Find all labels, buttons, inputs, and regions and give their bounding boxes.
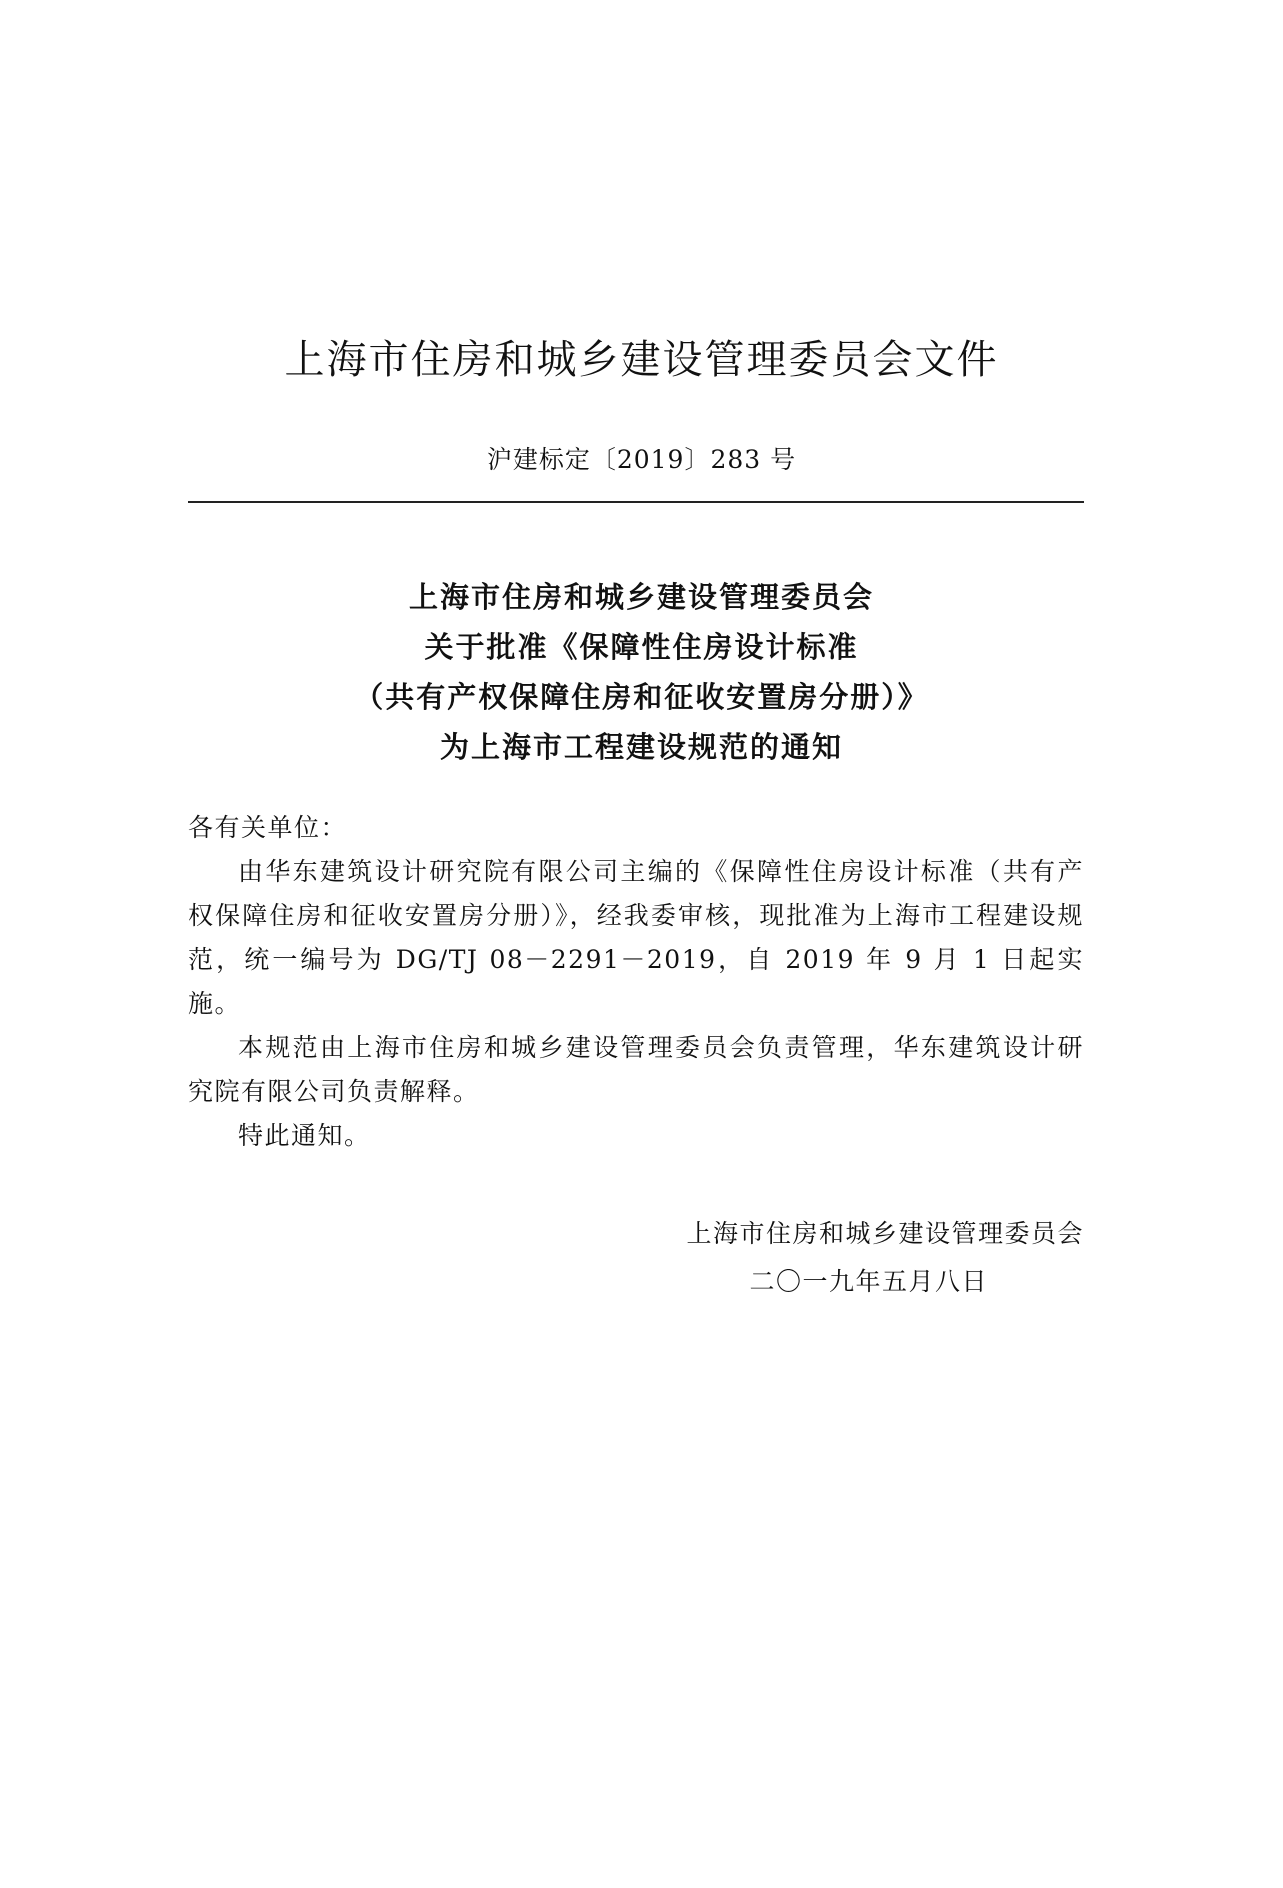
title-line: 上海市住房和城乡建设管理委员会 bbox=[408, 580, 874, 614]
body-paragraph: 由华东建筑设计研究院有限公司主编的《保障性住房设计标准（共有产权保障住房和征收安置房分册）》，经我委审核，现批准为上海市工程建设规范，统一编号为 DG/TJ 08－2291－2019，自 2019 年 9 月 1 日起实施。 bbox=[188, 857, 1084, 1018]
salutation: 各有关单位： bbox=[188, 813, 348, 842]
document-number: 沪建标定〔2019〕283 号 bbox=[486, 445, 797, 474]
title-line: （共有产权保障住房和征收安置房分册）》 bbox=[354, 680, 929, 714]
issuer-heading: 上海市住房和城乡建设管理委员会文件 bbox=[284, 337, 999, 383]
notice-title bbox=[0, 572, 1283, 772]
header-divider bbox=[188, 501, 1084, 503]
closing-remark: 特此通知。 bbox=[238, 1121, 371, 1150]
body-paragraph: 本规范由上海市住房和城乡建设管理委员会负责管理，华东建筑设计研究院有限公司负责解释。 bbox=[188, 1033, 1084, 1106]
signature-organization: 上海市住房和城乡建设管理委员会 bbox=[686, 1219, 1084, 1248]
title-line: 为上海市工程建设规范的通知 bbox=[439, 730, 843, 764]
notice-body bbox=[188, 806, 1084, 1158]
signature-date: 二〇一九年五月八日 bbox=[749, 1267, 988, 1296]
title-line: 关于批准《保障性住房设计标准 bbox=[424, 630, 859, 664]
signature-block bbox=[188, 1210, 1084, 1306]
